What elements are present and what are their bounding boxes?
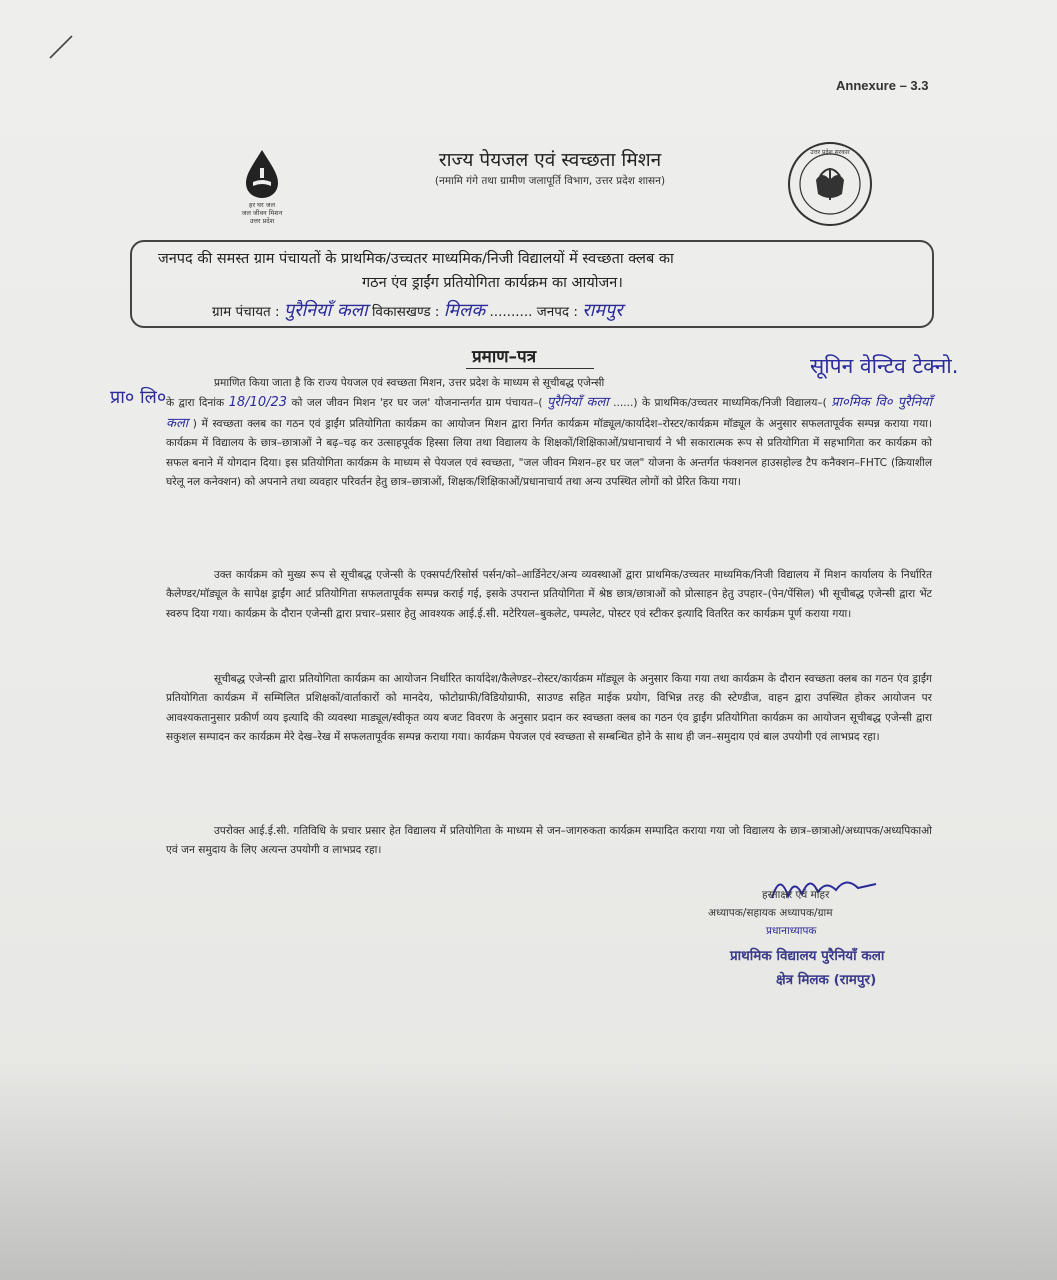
paragraph-1 [166, 374, 932, 492]
gram-panchayat-label: ग्राम पंचायत : [212, 304, 280, 320]
logo-text-line: उत्तर प्रदेश [249, 217, 275, 225]
program-line-2: गठन एंव ड्राईंग प्रतियोगिता कार्यक्रम का आयोजन। [362, 275, 623, 291]
up-government-emblem-icon [786, 140, 874, 228]
program-line-1: जनपद की समस्त ग्राम पंचायतों के प्राथमिक/उच्चतर माध्यमिक/निजी विद्यालयों में स्वच्छता क्लब का [158, 251, 674, 267]
signatory-title: प्रधानाध्यापक [766, 925, 817, 937]
vikaskhand-value: मिलक [443, 300, 486, 321]
logo-text-line: हर घर जल [249, 201, 275, 209]
para1-part-c: को जल जीवन मिशन 'हर घर जल' योजनान्तर्गत ग्राम पंचायत–( [291, 397, 543, 410]
paragraph-2: उक्त कार्यक्रम को मुख्य रूप से सूचीबद्ध एजेन्सी के एक्सपर्ट/रिसोर्स पर्सन/को–आर्डिनेटर/अन्य व्यवस्थाओं द्वारा प्राथमिक/उच्चतर माध्यमिक/निजी विद्यालय में मिशन कार्यालय के निर्धारित कैलेण्डर/मॉड्यूल के सापेक्ष ड्राईंग आर्ट प्रतियोगिता सफलतापूर्वक सम्पन्न कराई गई, इसके उपरान्त प्रतियोगिता में श्रेष्ठ छात्र/छात्राओं को प्रोत्साहन हेतु उपहार–(पेन/पेंसिल) भी सूचीबद्ध एजेन्सी द्वारा भेंट स्वरुप दिया गया। कार्यक्रम के दौरान एजेन्सी द्वारा प्रचार–प्रसार हेतु आवश्यक आई.ई.सी. मटेरियल–बुकलेट, पम्पलेट, पोस्टर एवं स्टीकर इत्यादि वितरित कर कार्यक्रम पूर्ण कराया गया। [166, 569, 932, 620]
gram-panchayat-value: पुरैनियाँ कला [283, 300, 368, 321]
certificate-title: प्रमाण–पत्र [472, 347, 537, 367]
handwritten-agency-name: सूपिन वेन्टिव टेक्नो. [810, 354, 959, 378]
paragraph-4: उपरोक्त आई.ई.सी. गतिविधि के प्रचार प्रसार हेत विद्यालय में प्रतियोगिता के माध्यम से जन–जागरुकता कार्यक्रम सम्पादित कराया गया जो विद्यालय के छात्र–छात्राओ/अध्यापक/अध्यपिकाओ एवं जन समुदाय के लिए अत्यन्त उपयोगी व लाभप्रद रहा। [166, 825, 932, 857]
mission-subtitle: (नमामि गंगे तथा ग्रामीण जलापूर्ति विभाग, उत्तर प्रदेश शासन) [434, 175, 666, 187]
para1-part-a: प्रमाणित किया जाता है कि राज्य पेयजल एवं स्वच्छता मिशन, उत्तर प्रदेश के माध्यम से सूचीबद्ध एजेन्सी [214, 377, 605, 389]
signature-block [700, 868, 960, 1008]
school-stamp-line-1: प्राथमिक विद्यालय पुरैनियाँ कला [730, 948, 885, 964]
signature-label: हस्ताक्षर एवं मोहर [762, 889, 830, 901]
signatory-role: अध्यापक/सहायक अध्यापक/ग्राम [708, 907, 833, 919]
pen-mark-icon [46, 32, 76, 62]
handwritten-date: 18/10/23 [228, 395, 288, 411]
janpad-value: रामपुर [582, 300, 623, 321]
har-ghar-jal-logo [222, 148, 302, 228]
annexure-label: Annexure – 3.3 [836, 78, 929, 93]
handwritten-school: प्रा०मिक वि० पुरैनियाँ कला [166, 395, 932, 431]
para1-part-b: के द्वारा दिनांक [166, 397, 225, 410]
mission-title: राज्य पेयजल एवं स्वच्छता मिशन [438, 149, 662, 171]
handwritten-agency-suffix: प्रा० लि० [110, 387, 167, 408]
program-box [130, 240, 934, 328]
handwritten-gram: पुरैनियाँ कला [547, 395, 609, 411]
emblem-text: उत्तर प्रदेश सरकार [810, 149, 850, 156]
paragraph-3: सूचीबद्ध एजेन्सी द्वारा प्रतियोगिता कार्यक्रम का आयोजन निर्धारित कार्यादेश/कैलेण्डर–रोस्टर/कार्यक्रम मॉड्यूल के अनुसार किया गया तथा कार्यक्रम के दौरान स्वच्छता क्लब का गठन एंव ड्राईंग प्रतियोगिता कार्यक्रम में सम्मिलित प्रशिक्षकों/वार्ताकारों को मानदेय, फोटोग्राफी/विडियोग्राफी, साउण्ड सहित माईक प्रयोग, विभिन्न तरह की स्टेण्डीज, वाहन द्वारा उपस्थित होकर आयोजन पर आवश्यकतानुसार प्रकीर्ण व्यय इत्यादि की व्यवस्था माड्यूल/स्वीकृत व्यय बजट विवरण के अनुसार प्रदान कर स्वच्छता क्लब का गठन एंव ड्राईंग प्रतियोगिता कार्यक्रम का आयोजन सूचीबद्ध एजेन्सी द्वारा सकुशल सम्पादन कर कार्यक्रम मेरे देख–रेख में सफलतापूर्वक सम्पन्न कराया गया। कार्यक्रम पेयजल एवं स्वच्छता से सम्बन्धित होने के साथ ही जन–समुदाय एवं बाल उपयोगी एवं लाभप्रद रहा। [166, 673, 932, 744]
para1-part-e: ) में स्वच्छता क्लब का गठन एवं ड्राईंग प्रतियोगिता कार्यक्रम का आयोजन मिशन द्वारा निर्गत कार्यक्रम मॉड्यूल/कार्यादेश–रोस्टर/कार्यक्रम मॉड्यूल के अनुसार सफलतापूर्वक सम्पन्न कराया गया। कार्यक्रम में विद्यालय के छात्र–छात्राओं ने बढ़–चढ़ कर उत्साहपूर्वक हिस्सा लिया तथा विद्यालय के शिक्षकों/शिक्षिकाओं/प्रधानाचार्य ने भी सकारात्मक रूप से प्रतियोगिता में सहभागिता कर कार्यक्रम को सफल बनाने में योगदान दिया। इस प्रतियोगिता कार्यक्रम के माध्यम से पेयजल एवं स्वच्छता, "जल जीवन मिशन–हर घर जल" योजना के अन्तर्गत फंक्शनल हाउसहोल्ड टैप कनैक्शन–FHTC (क्रियाशील घरेलू नल कनेक्शन) को अपनाने तथा व्यवहार परिवर्तन हेतु छात्र–छात्राओं, शिक्षक/शिक्षिकाओं/प्रधानाचार्य तथा अन्य उपस्थित लोगों को प्रेरित किया गया। [166, 417, 932, 489]
vikaskhand-label: विकासखण्ड : [371, 304, 440, 320]
janpad-label: जनपद : [536, 304, 578, 320]
logo-text-line: जल जीवन मिशन [241, 209, 283, 217]
water-drop-icon [222, 148, 302, 200]
school-stamp-line-2: क्षेत्र मिलक (रामपुर) [776, 972, 877, 988]
location-line: ग्राम पंचायत : पुरैनियाँ कला विकासखण्ड : मिलक .......... जनपद : रामपुर [212, 300, 623, 321]
para1-part-d: ......) के प्राथमिक/उच्चतर माध्यमिक/निजी विद्यालय–( [613, 397, 827, 410]
title-underline [466, 368, 594, 369]
